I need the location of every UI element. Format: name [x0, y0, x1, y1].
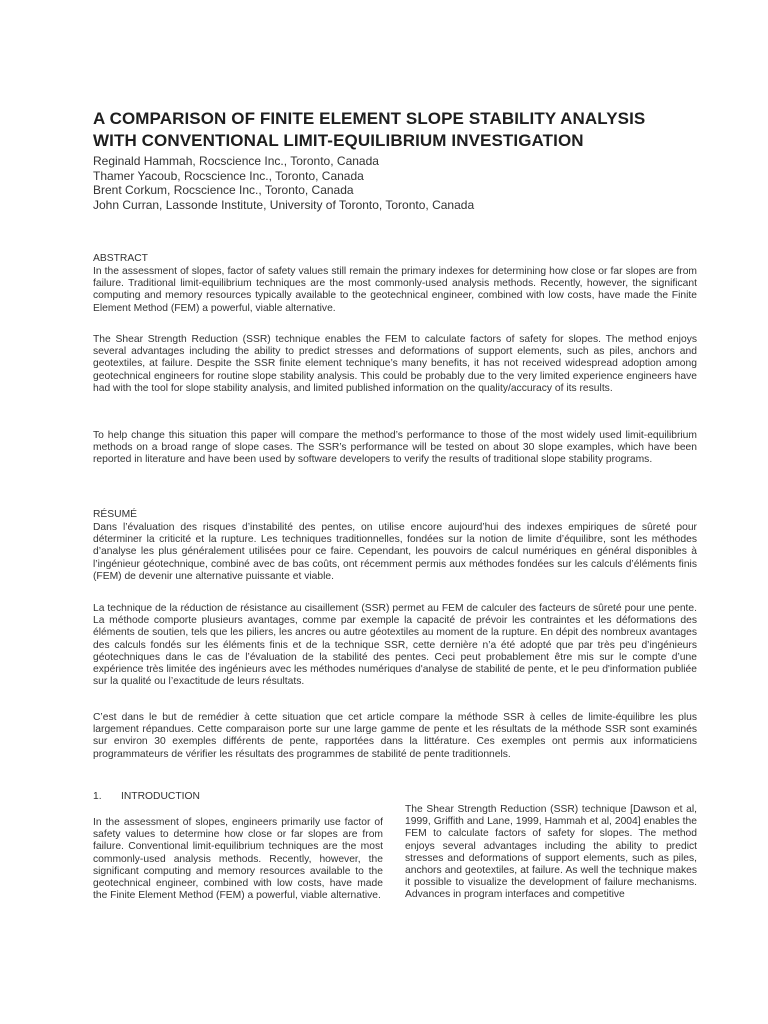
section-number: 1.: [93, 791, 102, 802]
paper-title: A COMPARISON OF FINITE ELEMENT SLOPE STABILITY ANALYSIS WITH CONVENTIONAL LIMIT-EQUILIBRIUM INVESTIGATION: [93, 109, 646, 150]
resume-paragraph: La technique de la réduction de résistance au cisaillement (SSR) permet au FEM de calculer des facteurs de sûreté pour une pente. La méthode comporte plusieurs avantages, comme par exemple la capacité de prévoir les contraintes et les déformations des éléments de soutien, tels que les piliers, les ancres ou autre géotextiles au moment de la rupture. En dépit des nombreux avantages des calculs fondés sur les éléments finis et de la technique SSR, cette dernière n’a été adopté que par très peu d’ingénieurs géotechniques dans le cas de l’évaluation de la stabilité des pentes. Ceci peut probablement être mis sur le compte d’une expérience très limitée des ingénieurs avec les méthodes numériques d'analyse de stabilité de pente, et le peu d'information publiée sur la qualité ou l’exactitude de leurs résultats.: [93, 603, 697, 688]
author-list: [93, 154, 693, 212]
section-title: INTRODUCTION: [121, 791, 200, 802]
author-line: Thamer Yacoub, Rocscience Inc., Toronto, Canada: [93, 168, 364, 183]
abstract-paragraph: To help change this situation this paper will compare the method’s performance to those of the most widely used limit-equilibrium methods on a broad range of slope cases. The SSR’s performance will be tested on about 30 slope examples, which have been reported in literature and have been used by software developers to verify the results of traditional slope stability programs.: [93, 430, 697, 466]
resume-paragraph: Dans l’évaluation des risques d’instabilité des pentes, on utilise encore aujourd’hui des indexes empiriques de sûreté pour déterminer la criticité et la rupture. Les techniques traditionnelles, fondées sur la notion de limite d’équilibre, sont les méthodes d’analyse les plus généralement utilisées pour ce faire. Cependant, les pouvoirs de calcul numériques en général disponibles à l’ingénieur géotechnique, combiné avec de bas coûts, ont récemment permis aux méthodes fondées sur les calculs d’éléments finis (FEM) de devenir une alternative puissante et viable.: [93, 522, 697, 582]
abstract-heading: ABSTRACT: [93, 253, 148, 264]
introduction-heading: [93, 791, 200, 803]
resume-heading: RÉSUMÉ: [93, 509, 138, 520]
abstract-paragraph: The Shear Strength Reduction (SSR) technique enables the FEM to calculate factors of safety for slopes. The method enjoys several advantages including the ability to predict stresses and deformations of support elements, such as piles, anchors and geotextiles, at failure. Despite the SSR finite element technique’s many benefits, it has not received widespread adoption among geotechnical engineers for routine slope stability analysis. This could be probably due to the very limited experience engineers have had with the tool for slope stability analysis, and limited published information on the quality/accuracy of its results.: [93, 334, 697, 394]
introduction-left-column: In the assessment of slopes, engineers primarily use factor of safety values to determine how close or far slopes are from failure. Conventional limit-equilibrium techniques are the most commonly-used analysis methods. Recently, however, the significant computing and memory resources available to the geotechnical engineer, combined with low costs, have made the Finite Element Method (FEM) a powerful, viable alternative.: [93, 817, 383, 902]
author-line: Brent Corkum, Rocscience Inc., Toronto, Canada: [93, 183, 354, 197]
introduction-right-column: The Shear Strength Reduction (SSR) technique [Dawson et al, 1999, Griffith and Lane, 1999, Hammah et al, 2004] enables the FEM to calculate factors of safety for slopes. The method enjoys several advantages including the ability to predict stresses and deformations of support elements, such as piles, anchors and geotextiles, at failure. As well the technique makes it possible to visualize the development of failure mechanisms. Advances in program interfaces and competitive: [405, 804, 697, 901]
author-line: Reginald Hammah, Rocscience Inc., Toronto, Canada: [93, 154, 379, 168]
abstract-paragraph: In the assessment of slopes, factor of safety values still remain the primary indexes for determining how close or far slopes are from failure. Traditional limit-equilibrium techniques are the most commonly-used analysis methods. Recently, however, the significant computing and memory resources typically available to the geotechnical engineer, combined with low costs, have made the Finite Element Method (FEM) a powerful, viable alternative.: [93, 266, 697, 314]
author-line: John Curran, Lassonde Institute, University of Toronto, Toronto, Canada: [93, 197, 475, 212]
resume-paragraph: C’est dans le but de remédier à cette situation que cet article compare la méthode SSR à celles de limite-équilibre les plus largement répandues. Cette comparaison porte sur une large gamme de pente et les résultats de la méthode SSR sont examinés sur environ 30 exemples différents de pente, rapportées dans la littérature. Ces exemples ont permis aux informaticiens programmateurs de vérifier les résultats des programmes de stabilité de pente traditionnels.: [93, 712, 697, 760]
